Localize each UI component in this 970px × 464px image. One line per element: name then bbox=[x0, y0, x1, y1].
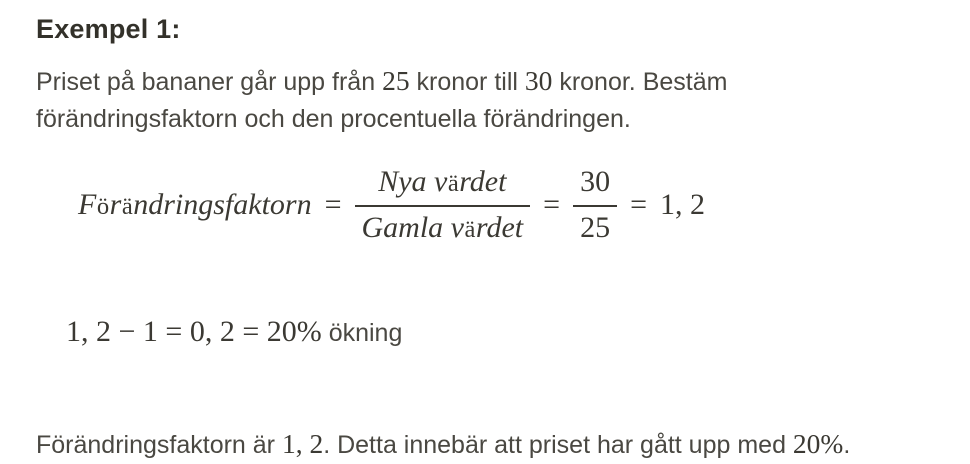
calculation-math: 1, 2 − 1 = 0, 2 = 20% bbox=[66, 315, 322, 348]
formula-result: 1, 2 bbox=[659, 188, 705, 221]
text-run: kronor. Bestäm bbox=[552, 68, 728, 96]
calculation-suffix: ökning bbox=[321, 319, 403, 347]
problem-statement bbox=[36, 64, 936, 138]
fraction-numerator: Nya värdet bbox=[378, 165, 507, 198]
fraction-numerator: 30 bbox=[580, 165, 611, 198]
formula-lhs: Förändringsfaktorn bbox=[78, 188, 312, 221]
conclusion-sentence bbox=[36, 427, 936, 464]
inline-math: 30 bbox=[524, 65, 553, 96]
fraction-words bbox=[355, 165, 531, 245]
inline-math: 1, 2 bbox=[281, 428, 324, 459]
inline-math: 25 bbox=[382, 65, 410, 96]
equals-sign: = bbox=[630, 188, 647, 221]
fraction-denominator: Gamla värdet bbox=[355, 205, 531, 245]
text-run: kronor till bbox=[409, 68, 525, 96]
change-factor-formula bbox=[78, 159, 936, 251]
equals-sign: = bbox=[543, 188, 561, 221]
text-run: Förändringsfaktorn är bbox=[36, 431, 282, 459]
calculation-line bbox=[36, 275, 936, 390]
inline-math: 20% bbox=[792, 428, 844, 459]
example-heading: Exempel 1: bbox=[36, 14, 181, 44]
fraction-numbers bbox=[573, 165, 617, 245]
equals-sign: = bbox=[324, 188, 342, 221]
text-run: förändringsfaktorn och den procentuella förändringen. bbox=[36, 105, 631, 133]
text-run: . bbox=[843, 431, 851, 459]
fraction-denominator: 25 bbox=[573, 205, 617, 245]
text-run: Priset på bananer går upp från bbox=[36, 68, 383, 96]
text-run: . Detta innebär att priset har gått upp med bbox=[323, 431, 793, 459]
